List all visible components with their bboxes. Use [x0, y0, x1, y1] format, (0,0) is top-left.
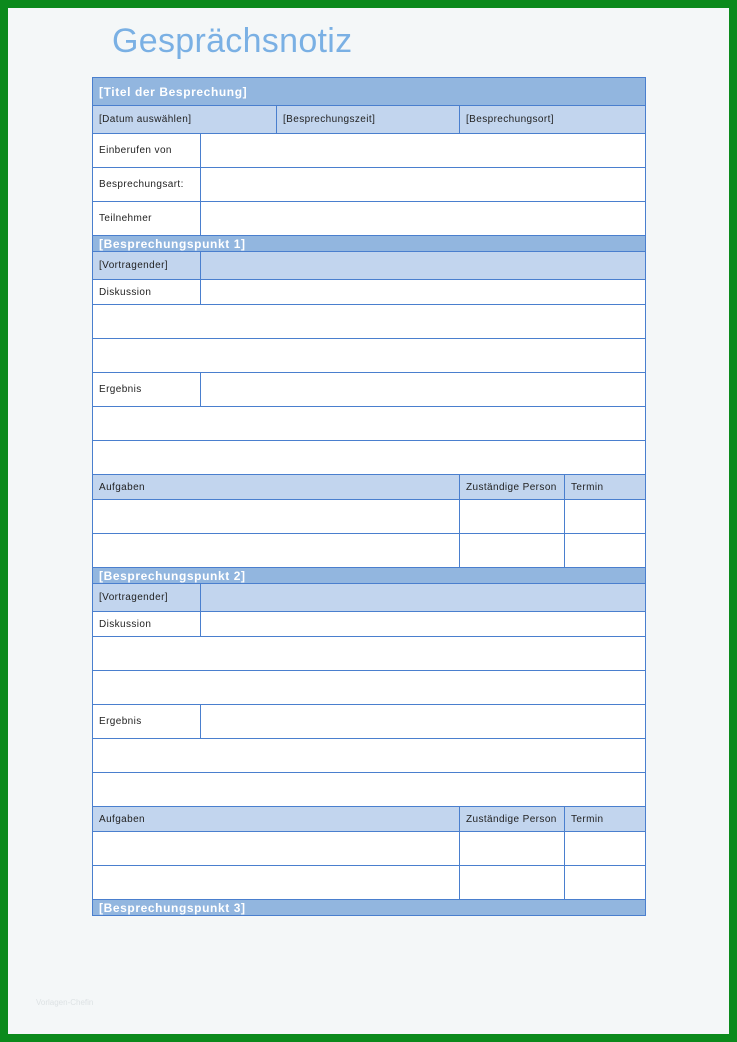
agenda-item-3-title[interactable]: [Besprechungspunkt 3] [93, 900, 646, 916]
called-by-row [93, 134, 646, 168]
footer-watermark: Vorlagen-Chefin [36, 998, 94, 1007]
participants-label: Teilnehmer [93, 202, 201, 236]
notes-field[interactable] [93, 637, 646, 671]
location-field[interactable]: [Besprechungsort] [460, 106, 646, 134]
deadline-field[interactable] [565, 500, 646, 534]
called-by-label: Einberufen von [93, 134, 201, 168]
presenter-value[interactable] [201, 584, 646, 612]
presenter-field[interactable]: [Vortragender] [93, 584, 201, 612]
responsible-field[interactable] [460, 866, 565, 900]
responsible-label: Zuständige Person [460, 807, 565, 832]
task-row [93, 832, 646, 866]
time-field[interactable]: [Besprechungszeit] [277, 106, 460, 134]
agenda-item-2-result-row [93, 705, 646, 739]
notes-field[interactable] [93, 739, 646, 773]
agenda-item-1-header [93, 236, 646, 252]
agenda-item-2-title[interactable]: [Besprechungspunkt 2] [93, 568, 646, 584]
responsible-field[interactable] [460, 534, 565, 568]
notes-row [93, 441, 646, 475]
date-field[interactable]: [Datum auswählen] [93, 106, 277, 134]
responsible-field[interactable] [460, 832, 565, 866]
task-row [93, 534, 646, 568]
agenda-item-1-result-row [93, 373, 646, 407]
task-field[interactable] [93, 500, 460, 534]
notes-row [93, 637, 646, 671]
task-field[interactable] [93, 534, 460, 568]
task-row [93, 866, 646, 900]
discussion-field[interactable] [201, 280, 646, 305]
meeting-title-field[interactable]: [Titel der Besprechung] [93, 78, 646, 106]
discussion-label: Diskussion [93, 612, 201, 637]
deadline-label: Termin [565, 475, 646, 500]
task-row [93, 500, 646, 534]
notes-row [93, 305, 646, 339]
agenda-item-3-header [93, 900, 646, 916]
agenda-item-1-presenter-row [93, 252, 646, 280]
notes-field[interactable] [93, 441, 646, 475]
agenda-item-2-presenter-row [93, 584, 646, 612]
deadline-label: Termin [565, 807, 646, 832]
presenter-value[interactable] [201, 252, 646, 280]
meeting-type-field[interactable] [201, 168, 646, 202]
notes-field[interactable] [93, 305, 646, 339]
agenda-item-2-header [93, 568, 646, 584]
called-by-field[interactable] [201, 134, 646, 168]
presenter-field[interactable]: [Vortragender] [93, 252, 201, 280]
notes-field[interactable] [93, 407, 646, 441]
result-field[interactable] [201, 705, 646, 739]
participants-field[interactable] [201, 202, 646, 236]
responsible-field[interactable] [460, 500, 565, 534]
notes-row [93, 773, 646, 807]
agenda-item-2-discussion-row [93, 612, 646, 637]
discussion-field[interactable] [201, 612, 646, 637]
discussion-label: Diskussion [93, 280, 201, 305]
notes-field[interactable] [93, 339, 646, 373]
result-label: Ergebnis [93, 705, 201, 739]
meeting-title-row [93, 78, 646, 106]
tasks-label: Aufgaben [93, 475, 460, 500]
result-field[interactable] [201, 373, 646, 407]
notes-row [93, 339, 646, 373]
deadline-field[interactable] [565, 866, 646, 900]
meeting-type-row [93, 168, 646, 202]
deadline-field[interactable] [565, 832, 646, 866]
notes-row [93, 407, 646, 441]
page-title: Gesprächsnotiz [112, 22, 353, 60]
result-label: Ergebnis [93, 373, 201, 407]
meeting-notes-table [92, 77, 646, 916]
agenda-item-1-title[interactable]: [Besprechungspunkt 1] [93, 236, 646, 252]
agenda-item-2-tasks-header [93, 807, 646, 832]
agenda-item-1-discussion-row [93, 280, 646, 305]
notes-row [93, 739, 646, 773]
participants-row [93, 202, 646, 236]
task-field[interactable] [93, 832, 460, 866]
notes-field[interactable] [93, 773, 646, 807]
deadline-field[interactable] [565, 534, 646, 568]
meeting-type-label: Besprechungsart: [93, 168, 201, 202]
notes-row [93, 671, 646, 705]
notes-field[interactable] [93, 671, 646, 705]
meeting-details-row [93, 106, 646, 134]
document-page [8, 8, 729, 1034]
agenda-item-1-tasks-header [93, 475, 646, 500]
tasks-label: Aufgaben [93, 807, 460, 832]
responsible-label: Zuständige Person [460, 475, 565, 500]
task-field[interactable] [93, 866, 460, 900]
